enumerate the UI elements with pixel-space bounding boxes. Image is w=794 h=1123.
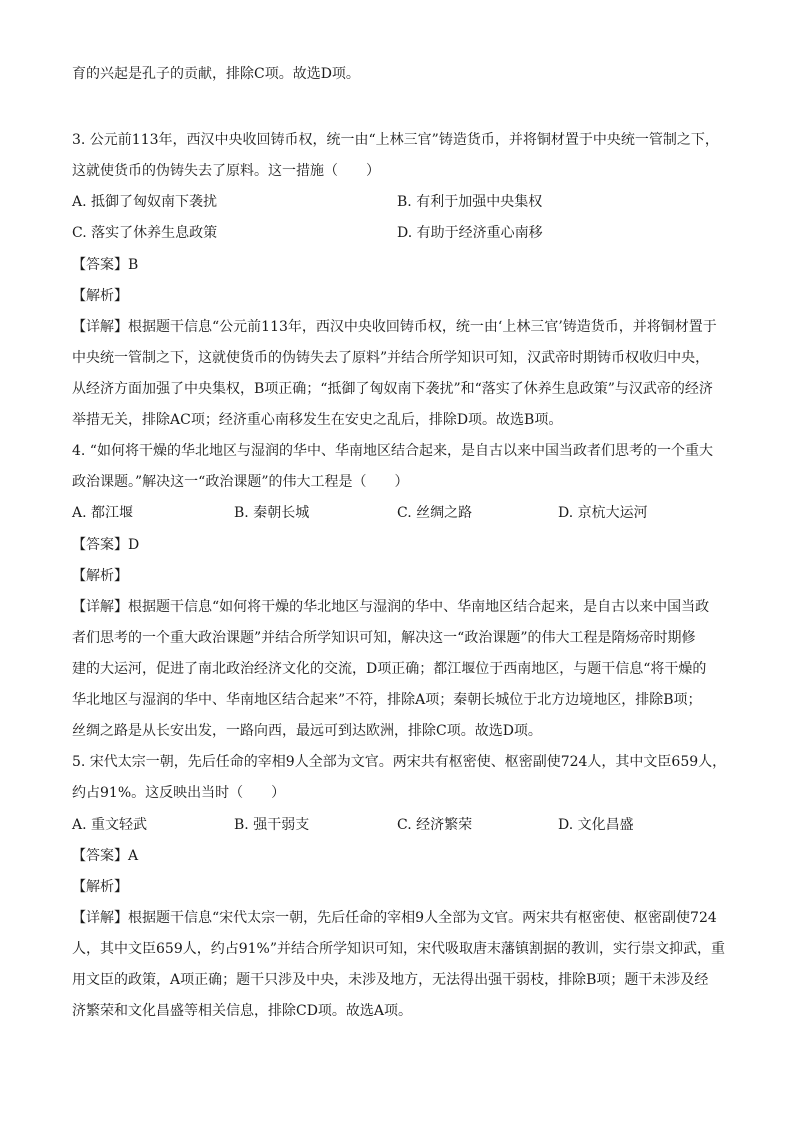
question-3-option-d: D. 有助于经济重心南移 (397, 225, 543, 241)
question-3-option-b: B. 有利于加强中央集权 (397, 194, 543, 210)
answer-label: 【答案】B (72, 257, 139, 273)
question-4-option-d: D. 京杭大运河 (558, 505, 648, 521)
question-5-option-d: D. 文化昌盛 (558, 817, 634, 833)
analysis-label: 【解析】 (72, 568, 128, 584)
analysis-label: 【解析】 (72, 288, 128, 304)
question-4-option-a: A. 都江堰 (72, 505, 134, 521)
question-3-option-a: A. 抵御了匈奴南下袭扰 (72, 194, 218, 210)
explanation-line: 丝绸之路是从长安出发，一路向西，最远可到达欧洲，排除C项。故选D项。 (72, 723, 542, 739)
question-5-option-b: B. 强干弱支 (234, 817, 310, 833)
explanation-line: 【详解】根据题干信息“如何将干燥的华北地区与湿润的华中、华南地区结合起来，是自古以来中国当政 (72, 599, 710, 615)
question-3-stem: 这就使货币的伪铸失去了原料。这一措施（ ） (72, 163, 380, 179)
question-3-option-c: C. 落实了休养生息政策 (72, 225, 218, 241)
explanation-line: 人，其中文臣659人，约占91%”并结合所学知识可知，宋代吸取唐末藩镇割据的教训，实行崇文抑武，重 (72, 941, 725, 957)
explanation-line: 济繁荣和文化昌盛等相关信息，排除CD项。故选A项。 (72, 1003, 413, 1019)
explanation-line: 中央统一管制之下，这就使货币的伪铸失去了原料”并结合所学知识可知，汉武帝时期铸币权收归中央， (72, 350, 710, 366)
question-5-option-c: C. 经济繁荣 (397, 817, 473, 833)
answer-label: 【答案】D (72, 537, 140, 553)
explanation-line: 者们思考的一个重大政治课题”并结合所学知识可知，解决这一“政治课题”的伟大工程是隋炀帝时期修 (72, 630, 696, 646)
analysis-label: 【解析】 (72, 879, 128, 895)
answer-label: 【答案】A (72, 848, 139, 864)
explanation-line: 从经济方面加强了中央集权，B项正确；“抵御了匈奴南下袭扰”和“落实了休养生息政策”与汉武帝的经济 (72, 381, 713, 397)
question-4-option-b: B. 秦朝长城 (234, 505, 310, 521)
question-5-stem: 约占91%。这反映出当时（ ） (72, 785, 286, 801)
explanation-line: 举措无关，排除AC项；经济重心南移发生在安史之乱后，排除D项。故选B项。 (72, 412, 563, 428)
question-5-stem: 5. 宋代太宗一朝，先后任命的宰相9人全部为文官。两宋共有枢密使、枢密副使724人，其中文臣659人， (72, 754, 727, 770)
explanation-line: 【详解】根据题干信息“宋代太宗一朝，先后任命的宰相9人全部为文官。两宋共有枢密使、枢密副使724 (72, 910, 717, 926)
question-5-option-a: A. 重文轻武 (72, 817, 148, 833)
explanation-line: 用文臣的政策，A项正确；题干只涉及中央，未涉及地方，无法得出强干弱枝，排除B项；题干未涉及经 (72, 972, 709, 988)
question-4-stem: 政治课题。”解决这一“政治课题”的伟大工程是（ ） (72, 474, 409, 490)
explanation-line: 建的大运河，促进了南北政治经济文化的交流，D项正确；都江堰位于西南地区，与题干信息“将干燥的 (72, 661, 707, 677)
explanation-line: 华北地区与湿润的华中、华南地区结合起来”不符，排除A项；秦朝长城位于北方边境地区，排除B项； (72, 692, 702, 708)
question-3-stem: 3. 公元前113年，西汉中央收回铸币权，统一由“上林三官”铸造货币，并将铜材置于中央统一管制之下， (72, 132, 719, 148)
question-4-stem: 4. “如何将干燥的华北地区与湿润的华中、华南地区结合起来，是自古以来中国当政者们思考的一个重大 (72, 443, 713, 459)
explanation-line: 【详解】根据题干信息“公元前113年，西汉中央收回铸币权，统一由‘上林三官’铸造货币，并将铜材置于 (72, 319, 717, 335)
text-line: 育的兴起是孔子的贡献，排除C项。故选D项。 (72, 66, 360, 82)
question-4-option-c: C. 丝绸之路 (397, 505, 473, 521)
